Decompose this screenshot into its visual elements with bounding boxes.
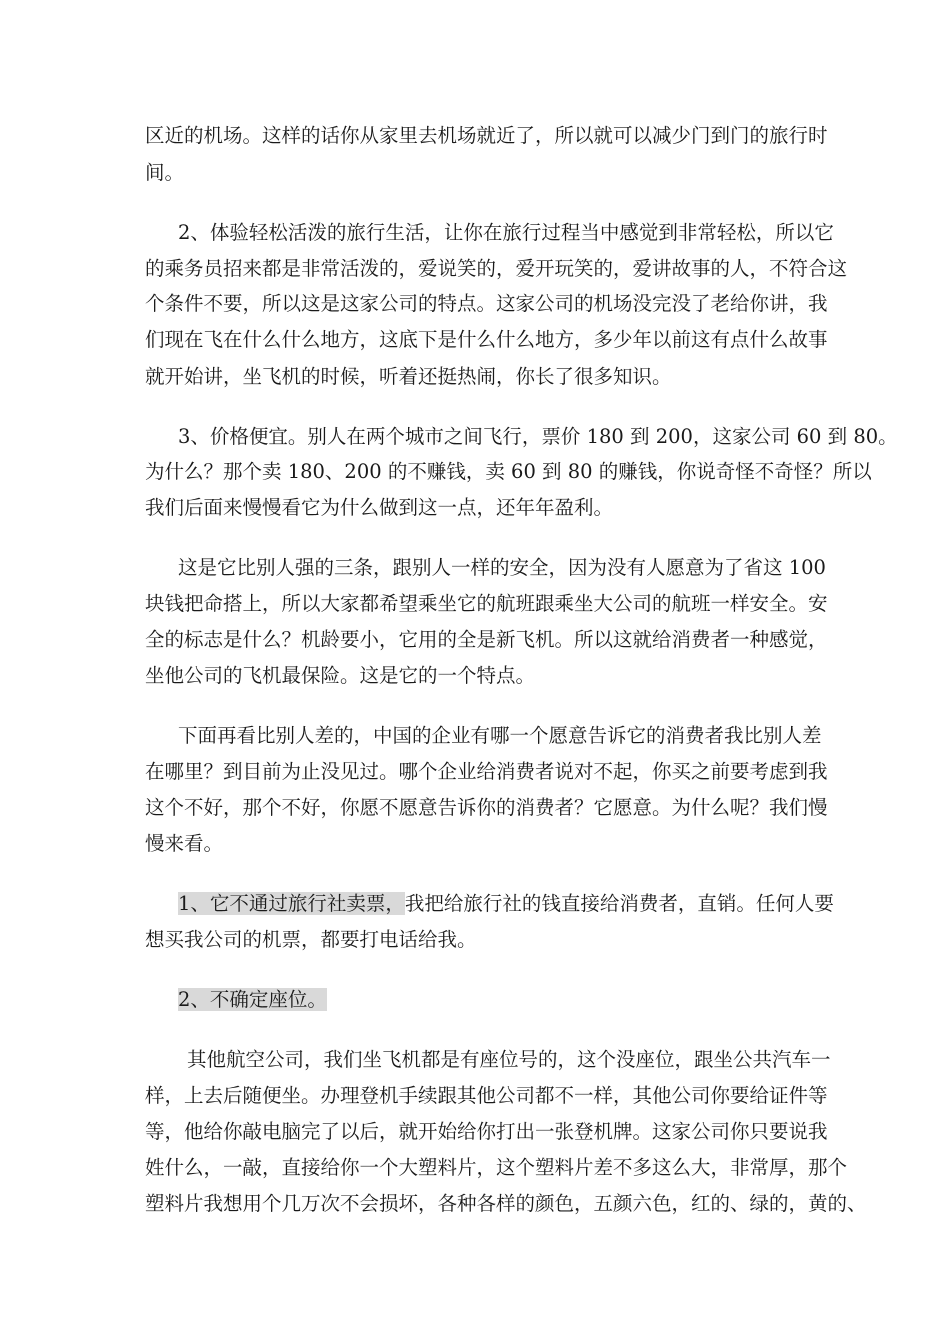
- text-line: 的乘务员招来都是非常活泼的，爱说笑的，爱开玩笑的，爱讲故事的人，不符合这: [145, 257, 848, 280]
- paragraph-7-line: [178, 985, 843, 1015]
- text-line: 间。: [145, 161, 185, 184]
- text-line: 在哪里？到目前为止没见过。哪个企业给消费者说对不起，你买之前要考虑到我: [145, 760, 828, 783]
- paragraph-8-first-line: 其他航空公司，我们坐飞机都是有座位号的，这个没座位，跟坐公共汽车一: [187, 1048, 831, 1071]
- text-line: 想买我公司的机票，都要打电话给我。: [145, 928, 477, 951]
- text-line: 样，上去后随便坐。办理登机手续跟其他公司都不一样，其他公司你要给证件等: [145, 1084, 828, 1107]
- text-line: 全的标志是什么？机龄要小，它用的全是新飞机。所以这就给消费者一种感觉，: [145, 628, 828, 651]
- text-line: 姓什么，一敲，直接给你一个大塑料片，这个塑料片差不多这么大，非常厚，那个: [145, 1156, 848, 1179]
- text-span: 我把给旅行社的钱直接给消费者，直销。任何人要: [404, 892, 834, 915]
- highlighted-text: 2、不确定座位。: [178, 988, 327, 1011]
- text-line: 这个不好，那个不好，你愿不愿意告诉你的消费者？它愿意。为什么呢？我们慢: [145, 796, 828, 819]
- text-line: 个条件不要，所以这是这家公司的特点。这家公司的机场没完没了老给你讲，我: [145, 292, 828, 315]
- paragraph-2-first-line: 2、体验轻松活泼的旅行生活，让你在旅行过程当中感觉到非常轻松，所以它: [178, 221, 834, 244]
- text-line: 就开始讲，坐飞机的时候，听着还挺热闹，你长了很多知识。: [145, 365, 672, 388]
- paragraph-4-first-line: 这是它比别人强的三条，跟别人一样的安全，因为没有人愿意为了省这 100: [178, 556, 826, 579]
- text-line: 为什么？那个卖 180、200 的不赚钱，卖 60 到 80 的赚钱，你说奇怪不奇怪？所以: [145, 460, 872, 483]
- text-line: 块钱把命搭上，所以大家都希望乘坐它的航班跟乘坐大公司的航班一样安全。安: [145, 592, 828, 615]
- text-line: 区近的机场。这样的话你从家里去机场就近了，所以就可以减少门到门的旅行时: [145, 124, 828, 147]
- text-line: 等，他给你敲电脑完了以后，就开始给你打出一张登机牌。这家公司你只要说我: [145, 1120, 828, 1143]
- text-line: 塑料片我想用个几万次不会损坏，各种各样的颜色，五颜六色，红的、绿的，黄的、: [145, 1192, 867, 1215]
- text-line: 我们后面来慢慢看它为什么做到这一点，还年年盈利。: [145, 496, 614, 519]
- highlighted-text: 1、它不通过旅行社卖票，: [178, 892, 405, 915]
- text-line: 坐他公司的飞机最保险。这是它的一个特点。: [145, 664, 536, 687]
- text-line: 们现在飞在什么什么地方，这底下是什么什么地方，多少年以前这有点什么故事: [145, 328, 828, 351]
- paragraph-3-first-line: 3、价格便宜。别人在两个城市之间飞行，票价 180 到 200，这家公司 60 到 80。: [178, 425, 898, 448]
- paragraph-6-first-line: [178, 889, 843, 919]
- text-line: 慢来看。: [145, 832, 224, 855]
- paragraph-5-first-line: 下面再看比别人差的，中国的企业有哪一个愿意告诉它的消费者我比别人差: [178, 724, 822, 747]
